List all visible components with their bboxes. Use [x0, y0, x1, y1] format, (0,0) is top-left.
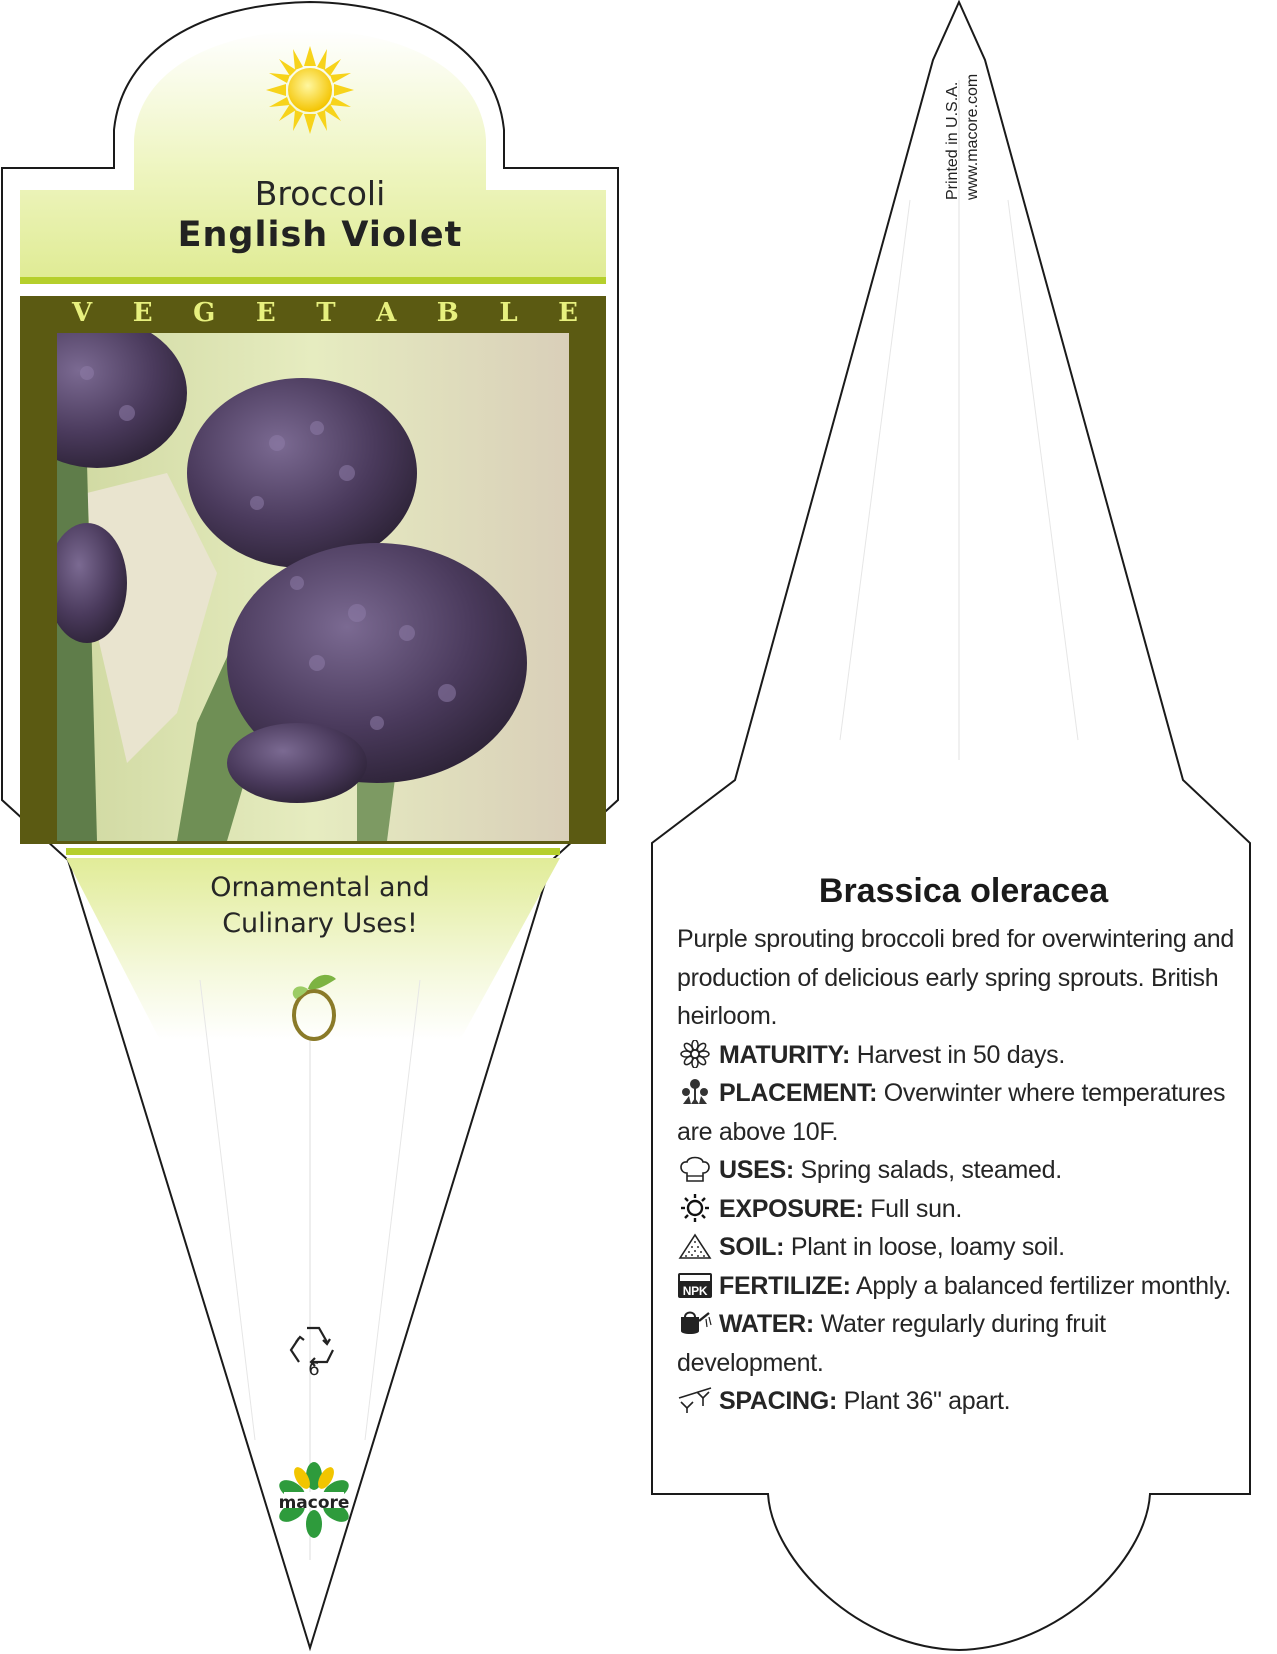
category-label [20, 296, 606, 330]
recycle-code: 6 [308, 1359, 320, 1380]
watering-can-icon [677, 1309, 713, 1337]
care-label: WATER: [719, 1310, 814, 1338]
care-item-exposure [677, 1190, 1247, 1229]
care-item-fertilize [677, 1267, 1247, 1306]
spacing-icon [677, 1386, 713, 1414]
care-text: Full sun. [863, 1194, 962, 1223]
printed-info [943, 74, 983, 200]
printed-line: Printed in U.S.A. [944, 81, 961, 200]
care-item-uses [677, 1151, 1247, 1190]
care-text: Overwinter where temperatures are above 10F. [677, 1079, 1226, 1146]
category-letter: E [558, 298, 578, 328]
care-item-spacing [677, 1382, 1247, 1421]
care-item-placement [677, 1074, 1247, 1151]
flower-icon [677, 1040, 713, 1068]
care-text: Apply a balanced fertilizer monthly. [850, 1271, 1232, 1300]
care-label: MATURITY: [719, 1040, 851, 1069]
care-label: USES: [719, 1156, 794, 1184]
npk-icon [677, 1271, 713, 1299]
category-letter: T [316, 298, 336, 328]
tagline-line: Culinary Uses! [222, 908, 418, 939]
care-label: FERTILIZE: [719, 1271, 851, 1300]
care-text: Water regularly during fruit development. [677, 1310, 1106, 1377]
chef-hat-icon [677, 1155, 713, 1183]
website-line: www.macore.com [964, 73, 981, 200]
category-letter: A [376, 298, 397, 328]
care-text: Spring salads, steamed. [793, 1156, 1062, 1184]
category-letter: E [132, 298, 153, 328]
category-letter: E [255, 298, 276, 328]
care-label: EXPOSURE: [719, 1194, 864, 1223]
tagline [0, 870, 640, 942]
care-label: PLACEMENT: [719, 1079, 878, 1107]
plant-group-icon [677, 1078, 713, 1106]
product-photo [57, 333, 569, 841]
soil-icon [677, 1232, 713, 1260]
category-letter: B [436, 298, 459, 328]
care-item-water [677, 1305, 1247, 1382]
svg-text:NPK: NPK [682, 1283, 708, 1298]
description: Purple sprouting broccoli bred for overwintering and production of delicious early spring sprouts. British heirloom. [677, 925, 1234, 1030]
category-letter: G [193, 298, 216, 328]
care-item-soil [677, 1228, 1247, 1267]
tagline-line: Ornamental and [210, 872, 430, 903]
common-name: Broccoli [254, 174, 386, 213]
brand-name: macore [278, 1493, 350, 1513]
botanical-name: Brassica oleracea [818, 872, 1109, 910]
sun-icon [266, 46, 354, 134]
care-text: Harvest in 50 days. [850, 1040, 1066, 1069]
variety-name: English Violet [177, 215, 463, 255]
care-info [677, 920, 1247, 1421]
category-letter: V [72, 298, 93, 328]
category-letter: L [499, 298, 518, 328]
care-label: SPACING: [719, 1387, 837, 1415]
care-text: Plant 36" apart. [836, 1387, 1011, 1415]
care-text: Plant in loose, loamy soil. [784, 1233, 1065, 1261]
care-item-maturity [677, 1036, 1247, 1075]
sun-outline-icon [677, 1194, 713, 1222]
care-label: SOIL: [719, 1233, 785, 1261]
